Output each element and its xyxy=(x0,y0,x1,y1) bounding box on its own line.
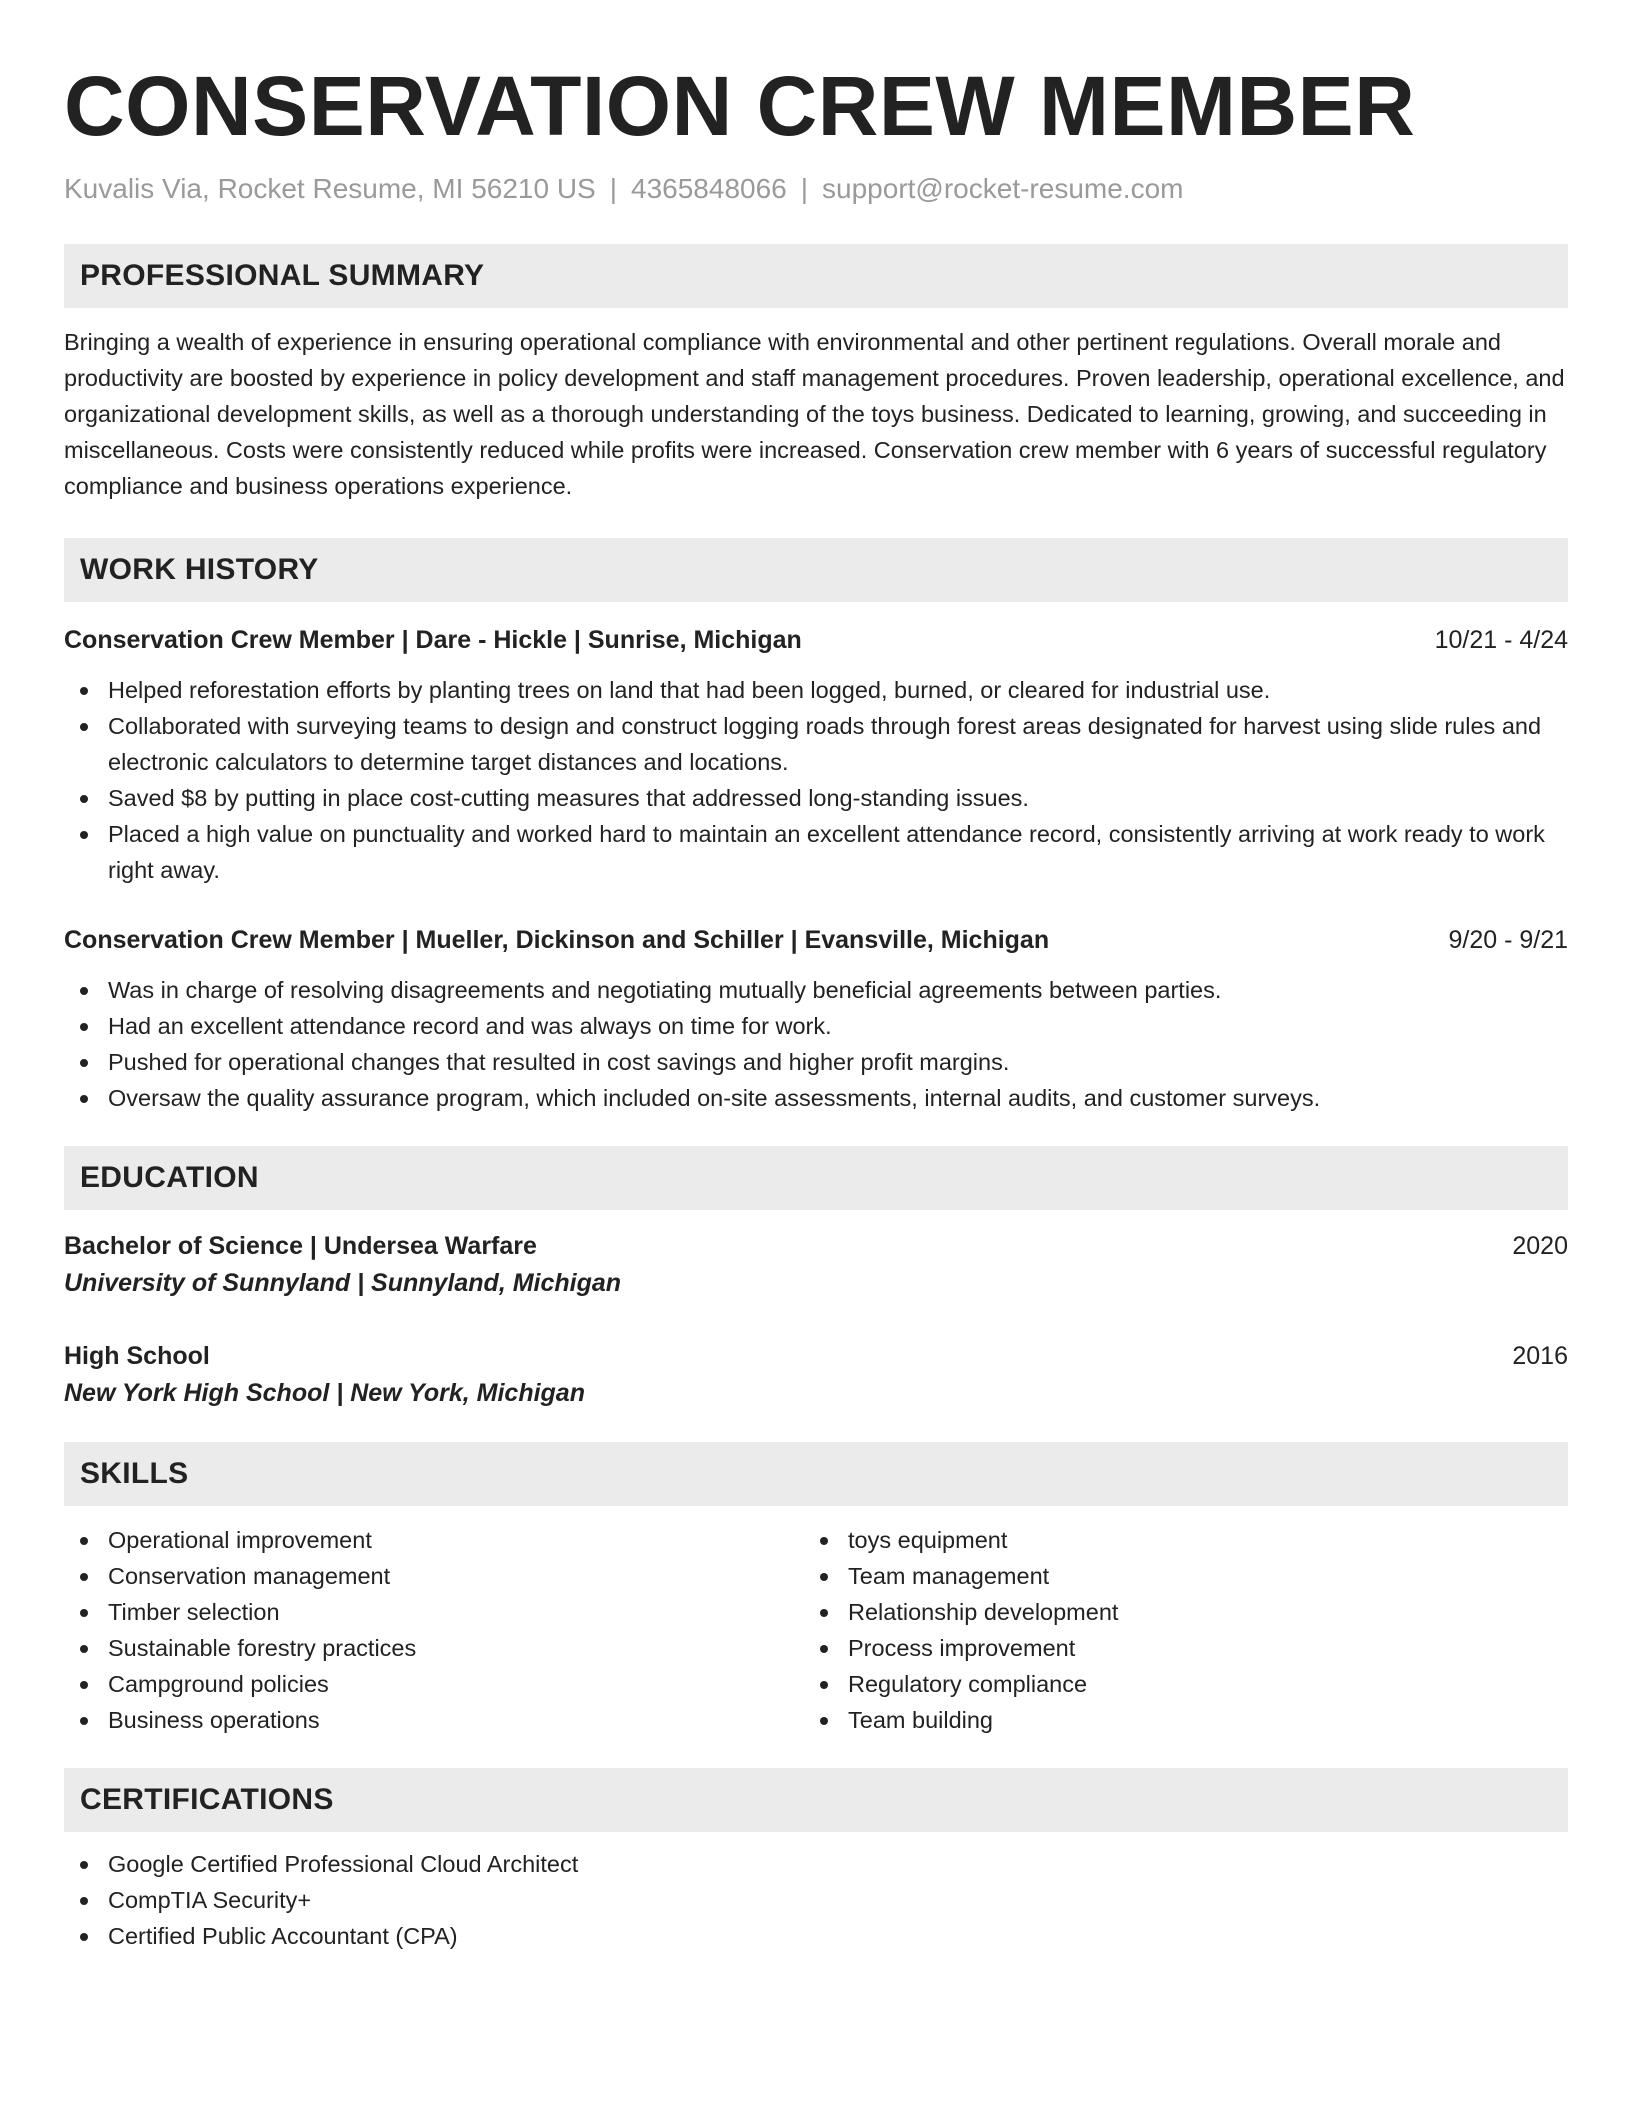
degree: Bachelor of Science | Undersea Warfare xyxy=(64,1232,537,1260)
list-item: Saved $8 by putting in place cost-cutting measures that addressed long-standing issues. xyxy=(64,780,1568,816)
list-item: Collaborated with surveying teams to design and construct logging roads through forest areas designated for harvest using slide rules and electronic calculators to determine target distances and locations. xyxy=(64,708,1568,780)
list-item: Sustainable forestry practices xyxy=(64,1630,804,1666)
list-item: Conservation management xyxy=(64,1558,804,1594)
skills-grid xyxy=(64,1522,1568,1738)
job-entry xyxy=(64,622,1568,888)
school-name: University of Sunnyland | Sunnyland, Michigan xyxy=(64,1269,622,1297)
list-item: Relationship development xyxy=(804,1594,1544,1630)
summary-text: Bringing a wealth of experience in ensuring operational compliance with environmental and other pertinent regulations. Overall morale and productivity are boosted by experience in policy development and staff management procedures. Proven leadership, operational excellence, and organizational development skills, as well as a thorough understanding of the toys business. Dedicated to learning, growing, and succeeding in miscellaneous. Costs were consistently reduced while profits were increased. Conservation crew member with 6 years of successful regulatory compliance and business operations experience. xyxy=(64,329,1565,499)
list-item: Pushed for operational changes that resulted in cost savings and higher profit margins. xyxy=(64,1044,1568,1080)
list-item: Business operations xyxy=(64,1702,804,1738)
job-header xyxy=(64,622,1568,658)
list-item: Placed a high value on punctuality and worked hard to maintain an excellent attendance record, consistently arriving at work ready to work right away. xyxy=(64,816,1568,888)
degree: High School xyxy=(64,1342,210,1370)
list-item: Timber selection xyxy=(64,1594,804,1630)
job-bullets xyxy=(64,672,1568,888)
graduation-year: 2016 xyxy=(1512,1342,1568,1370)
education-header xyxy=(64,1338,1568,1374)
section-heading-skills: SKILLS xyxy=(64,1442,1568,1506)
skills-column-left xyxy=(64,1522,804,1738)
contact-email: support@rocket-resume.com xyxy=(822,173,1184,204)
list-item: Was in charge of resolving disagreements and negotiating mutually beneficial agreements between parties. xyxy=(64,972,1568,1008)
education-entry xyxy=(64,1228,1568,1302)
list-item: Team building xyxy=(804,1702,1544,1738)
list-item: Helped reforestation efforts by planting trees on land that had been logged, burned, or cleared for industrial use. xyxy=(64,672,1568,708)
section-heading-work-history: WORK HISTORY xyxy=(64,538,1568,602)
job-bullets xyxy=(64,972,1568,1116)
contact-separator: | xyxy=(609,173,618,204)
section-heading-education: EDUCATION xyxy=(64,1146,1568,1210)
list-item: Google Certified Professional Cloud Architect xyxy=(64,1846,1568,1882)
list-item: Regulatory compliance xyxy=(804,1666,1544,1702)
list-item: CompTIA Security+ xyxy=(64,1882,1568,1918)
skills-column-right xyxy=(804,1522,1544,1738)
job-dates: 9/20 - 9/21 xyxy=(1448,926,1568,954)
school-name: New York High School | New York, Michigan xyxy=(64,1379,585,1407)
contact-separator: | xyxy=(800,173,809,204)
education-header xyxy=(64,1228,1568,1264)
graduation-year: 2020 xyxy=(1512,1232,1568,1260)
candidate-name: CONSERVATION CREW MEMBER xyxy=(64,59,1416,153)
list-item: Process improvement xyxy=(804,1630,1544,1666)
contact-address: Kuvalis Via, Rocket Resume, MI 56210 US xyxy=(64,173,596,204)
list-item: Had an excellent attendance record and was always on time for work. xyxy=(64,1008,1568,1044)
job-entry xyxy=(64,922,1568,1116)
contact-phone: 4365848066 xyxy=(631,173,787,204)
list-item: Campground policies xyxy=(64,1666,804,1702)
job-title: Conservation Crew Member | Mueller, Dickinson and Schiller | Evansville, Michigan xyxy=(64,926,1050,954)
job-title: Conservation Crew Member | Dare - Hickle | Sunrise, Michigan xyxy=(64,626,802,654)
list-item: Oversaw the quality assurance program, which included on-site assessments, internal audits, and customer surveys. xyxy=(64,1080,1568,1116)
list-item: Certified Public Accountant (CPA) xyxy=(64,1918,1568,1954)
list-item: toys equipment xyxy=(804,1522,1544,1558)
job-dates: 10/21 - 4/24 xyxy=(1434,626,1568,654)
job-header xyxy=(64,922,1568,958)
education-entry xyxy=(64,1338,1568,1412)
section-heading-certifications: CERTIFICATIONS xyxy=(64,1768,1568,1832)
section-heading-summary: PROFESSIONAL SUMMARY xyxy=(64,244,1568,308)
certifications-list xyxy=(64,1846,1568,1954)
list-item: Operational improvement xyxy=(64,1522,804,1558)
list-item: Team management xyxy=(804,1558,1544,1594)
contact-line xyxy=(64,172,1568,206)
